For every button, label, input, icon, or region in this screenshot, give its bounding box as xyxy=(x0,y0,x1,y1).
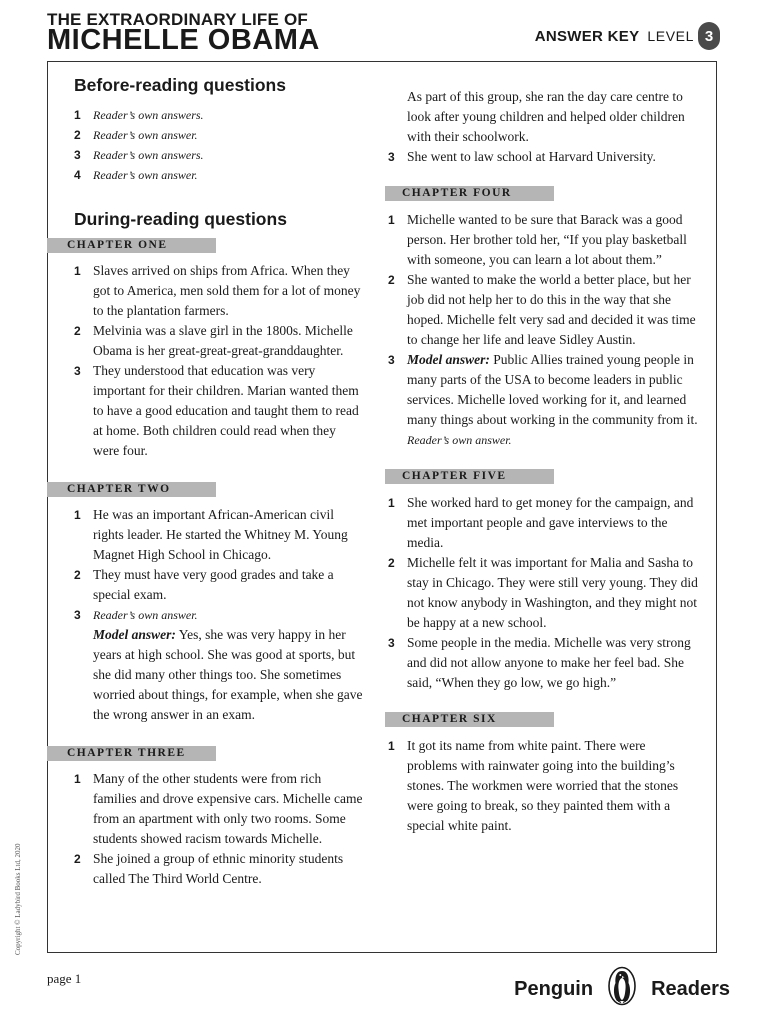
list-item xyxy=(388,350,698,450)
list-item xyxy=(388,633,698,693)
item-number: 3 xyxy=(388,150,395,164)
brand-left: Penguin xyxy=(514,977,594,1000)
left-column xyxy=(67,75,364,889)
list-item xyxy=(74,769,364,849)
item-number: 2 xyxy=(74,128,81,142)
item-text: She went to law school at Harvard University. xyxy=(407,149,656,164)
item-number: 3 xyxy=(74,608,81,622)
list-item xyxy=(74,849,364,889)
item-number: 2 xyxy=(74,852,81,866)
list-item xyxy=(74,505,364,565)
item-text: She wanted to make the world a better place, but her job did not help her to do this in the way that she hoped. Michelle felt very sad and decided it was time to change her life and leave Sidley Austin. xyxy=(407,272,696,347)
list-item xyxy=(74,605,364,725)
item-number: 1 xyxy=(388,213,395,227)
list-item xyxy=(388,493,698,553)
list-item xyxy=(388,147,698,167)
item-text: Reader’s own answers. xyxy=(93,148,204,162)
list-item xyxy=(74,321,364,361)
item-text: Reader’s own answer. xyxy=(93,168,198,182)
list-item xyxy=(388,210,698,270)
list-item xyxy=(388,553,698,633)
model-answer-label: Model answer: xyxy=(93,627,176,642)
chapter-one-heading: CHAPTER ONE xyxy=(47,238,216,253)
level-label: LEVEL xyxy=(647,28,694,44)
item-text: Melvinia was a slave girl in the 1800s. Michelle Obama is her great-great-great-granddaughter. xyxy=(93,323,353,358)
chapter-four-heading: CHAPTER FOUR xyxy=(385,186,554,201)
item-text: Reader’s own answer. xyxy=(93,128,198,142)
penguin-readers-logo xyxy=(514,966,730,1012)
before-reading-heading: Before-reading questions xyxy=(74,75,286,95)
item-number: 2 xyxy=(74,324,81,338)
list-item xyxy=(388,270,698,350)
list-item xyxy=(74,125,364,145)
item-text: She joined a group of ethnic minority students called The Third World Centre. xyxy=(93,851,344,886)
list-item-continued xyxy=(388,87,698,147)
item-number: 1 xyxy=(74,508,81,522)
item-text: Public Allies trained young people in many parts of the USA to become leaders in public services. Michelle loved working for it, and learned many things about working in the community from it. xyxy=(407,352,698,427)
reader-answer: Reader’s own answer. xyxy=(93,608,198,622)
item-text: Slaves arrived on ships from Africa. When they got to America, men sold them for a lot of money to the plantation farmers. xyxy=(93,263,361,318)
list-item xyxy=(388,736,698,836)
right-column xyxy=(388,87,698,836)
chapter-five-heading: CHAPTER FIVE xyxy=(385,469,554,484)
item-text: Michelle wanted to be sure that Barack was a good person. Her brother told her, “If you play basketball with someone, you can learn a lot about them.” xyxy=(407,212,687,267)
item-number: 3 xyxy=(388,353,395,367)
before-reading-list xyxy=(74,105,364,185)
item-text: They must have very good grades and take a special exam. xyxy=(93,567,334,602)
item-text: Yes, she was very happy in her years at high school. She was good at sports, but she did many other things too. She sometimes worried about things, for example, when she gave the wrong answer in an exam. xyxy=(93,627,363,722)
item-number: 1 xyxy=(74,772,81,786)
copyright-notice: Copyright © Ladybird Books Ltd, 2020 xyxy=(14,843,22,955)
chapter-six-heading: CHAPTER SIX xyxy=(385,712,554,727)
page-title: MICHELLE OBAMA xyxy=(47,24,320,56)
item-number: 3 xyxy=(74,364,81,378)
list-item xyxy=(74,105,364,125)
list-item xyxy=(74,145,364,165)
item-number: 2 xyxy=(388,273,395,287)
item-text: Reader’s own answers. xyxy=(93,108,204,122)
model-answer-label: Model answer: xyxy=(407,352,490,367)
item-text: It got its name from white paint. There were problems with rainwater going into the building’s stones. The workmen were worried that the stones were going to break, so they painted them with a special white paint. xyxy=(407,738,679,833)
level-badge: 3 xyxy=(698,22,720,50)
item-number: 4 xyxy=(74,168,81,182)
item-number: 3 xyxy=(74,148,81,162)
item-number: 1 xyxy=(388,496,395,510)
chapter-two-heading: CHAPTER TWO xyxy=(47,482,216,497)
list-item xyxy=(74,361,364,461)
item-text: Michelle felt it was important for Malia and Sasha to stay in Chicago. They were still very young. They did not know anybody in Washington, and they might not be happy at a new school. xyxy=(407,555,698,630)
chapter-three-heading: CHAPTER THREE xyxy=(47,746,216,761)
answer-key-text: ANSWER KEY xyxy=(534,27,640,45)
item-number: 1 xyxy=(74,264,81,278)
during-reading-heading: During-reading questions xyxy=(74,209,287,229)
answer-key-label xyxy=(535,22,720,50)
penguin-icon xyxy=(607,966,637,1012)
reader-answer: Reader’s own answer. xyxy=(407,433,512,447)
item-text: They understood that education was very important for their children. Marian wanted them to have a good education and taught them to read at home. Both children could read when they were four. xyxy=(93,363,359,458)
item-text: As part of this group, she ran the day care centre to look after young children and helped older children with their schoolwork. xyxy=(407,89,685,144)
item-text: She worked hard to get money for the campaign, and met important people and gave interviews to the media. xyxy=(407,495,694,550)
brand-right: Readers xyxy=(651,977,730,1000)
list-item xyxy=(74,565,364,605)
item-number: 2 xyxy=(74,568,81,582)
list-item xyxy=(74,165,364,185)
header-subtitle: THE EXTRAORDINARY LIFE OF xyxy=(47,10,308,29)
item-text: Some people in the media. Michelle was very strong and did not allow anyone to make her feel bad. She said, “When they go low, we go high.” xyxy=(407,635,691,690)
item-text: He was an important African-American civil rights leader. He started the Whitney M. Young Magnet High School in Chicago. xyxy=(93,507,348,562)
item-number: 1 xyxy=(74,108,81,122)
item-text: Many of the other students were from rich families and drove expensive cars. Michelle came from an apartment with only two rooms. Some students showed racism towards Michelle. xyxy=(93,771,363,846)
item-number: 2 xyxy=(388,556,395,570)
list-item xyxy=(74,261,364,321)
page-number: page 1 xyxy=(47,971,82,986)
item-number: 3 xyxy=(388,636,395,650)
item-number: 1 xyxy=(388,739,395,753)
